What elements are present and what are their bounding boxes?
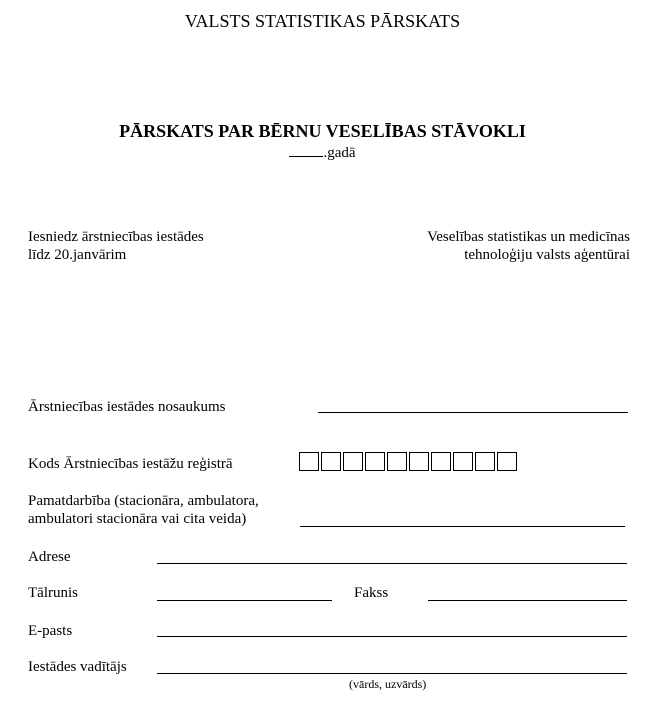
- address-field[interactable]: [157, 563, 627, 564]
- report-year-line: [0, 143, 645, 163]
- register-code-box[interactable]: [321, 452, 341, 471]
- register-code-boxes[interactable]: [299, 452, 519, 471]
- register-code-box[interactable]: [497, 452, 517, 471]
- recipient-line-2: tehnoloģiju valsts aģentūrai: [464, 247, 630, 263]
- register-code-box[interactable]: [409, 452, 429, 471]
- head-of-institution-field[interactable]: [157, 673, 627, 674]
- register-code-box[interactable]: [453, 452, 473, 471]
- main-activity-label-line-2: ambulatori stacionāra vai cita veida): [28, 511, 247, 527]
- main-activity-label-line-1: Pamatdarbība (stacionāra, ambulatora,: [28, 493, 259, 509]
- main-activity-field[interactable]: [300, 526, 625, 527]
- register-code-box[interactable]: [431, 452, 451, 471]
- register-code-label: Kods Ārstniecības iestāžu reģistrā: [28, 456, 233, 472]
- fax-field[interactable]: [428, 600, 627, 601]
- register-code-box[interactable]: [299, 452, 319, 471]
- register-code-box[interactable]: [475, 452, 495, 471]
- phone-label: Tālrunis: [28, 585, 78, 601]
- submitter-line-1: Iesniedz ārstniecības iestādes: [28, 229, 204, 245]
- document-header: VALSTS STATISTIKAS PĀRSKATS: [184, 11, 461, 31]
- email-field[interactable]: [157, 636, 627, 637]
- recipient-line-1: Veselības statistikas un medicīnas: [427, 229, 630, 245]
- fax-label: Fakss: [354, 585, 389, 601]
- institution-name-label: Ārstniecības iestādes nosaukums: [28, 399, 226, 415]
- register-code-box[interactable]: [387, 452, 407, 471]
- email-label: E-pasts: [28, 623, 73, 639]
- institution-name-field[interactable]: [318, 412, 628, 413]
- submitter-deadline: līdz 20.janvārim: [28, 247, 127, 263]
- year-blank-field[interactable]: [289, 143, 323, 157]
- phone-field[interactable]: [157, 600, 332, 601]
- report-title: PĀRSKATS PAR BĒRNU VESELĪBAS STĀVOKLI: [119, 121, 526, 141]
- head-of-institution-label: Iestādes vadītājs: [28, 659, 127, 675]
- address-label: Adrese: [28, 549, 71, 565]
- register-code-box[interactable]: [343, 452, 363, 471]
- head-name-hint: (vārds, uzvārds): [349, 677, 427, 691]
- register-code-box[interactable]: [365, 452, 385, 471]
- year-suffix: .gadā: [323, 145, 356, 161]
